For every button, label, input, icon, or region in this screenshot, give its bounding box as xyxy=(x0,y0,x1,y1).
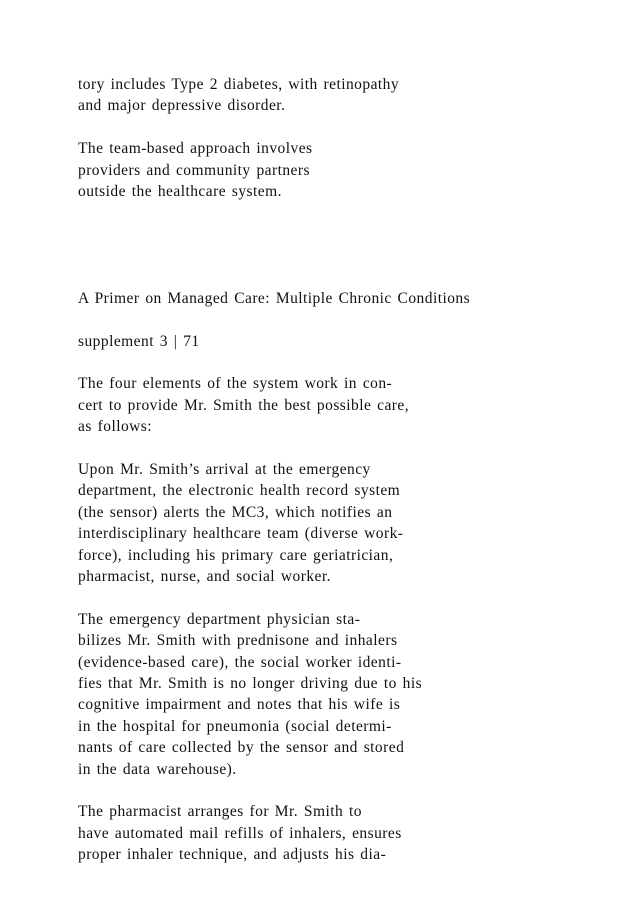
text-line: cognitive impairment and notes that his wife is xyxy=(78,696,401,714)
text-line: department, the electronic health record system xyxy=(78,482,401,500)
text-line: providers and community partners xyxy=(78,161,310,179)
text-line: (the sensor) alerts the MC3, which notifies an xyxy=(78,503,393,521)
text-line: as follows: xyxy=(78,418,153,436)
paragraph-history xyxy=(78,74,618,117)
text-line: proper inhaler technique, and adjusts his dia- xyxy=(78,846,387,864)
running-header xyxy=(78,288,618,309)
page-reference xyxy=(78,331,618,352)
page-reference-text: supplement 3 | 71 xyxy=(78,332,200,350)
text-line: in the data warehouse). xyxy=(78,760,237,778)
text-line: pharmacist, nurse, and social worker. xyxy=(78,568,331,586)
text-line: force), including his primary care geriatrician, xyxy=(78,546,394,564)
text-line: (evidence-based care), the social worker identi- xyxy=(78,653,402,671)
text-line: have automated mail refills of inhalers, ensures xyxy=(78,824,402,842)
text-line: tory includes Type 2 diabetes, with retinopathy xyxy=(78,76,400,93)
paragraph-four-elements xyxy=(78,373,618,437)
text-line: nants of care collected by the sensor and stored xyxy=(78,739,405,757)
paragraph-emergency-physician xyxy=(78,609,618,780)
text-line: fies that Mr. Smith is no longer driving due to his xyxy=(78,675,423,693)
paragraph-pharmacist xyxy=(78,801,618,865)
document-text xyxy=(78,74,618,887)
section-gap xyxy=(78,224,618,288)
paragraph-arrival xyxy=(78,459,618,587)
text-line: cert to provide Mr. Smith the best possible care, xyxy=(78,396,410,414)
text-line: The emergency department physician sta- xyxy=(78,610,361,628)
running-header-text: A Primer on Managed Care: Multiple Chronic Conditions xyxy=(78,289,471,307)
text-line: in the hospital for pneumonia (social determi- xyxy=(78,717,392,735)
text-line: The pharmacist arranges for Mr. Smith to xyxy=(78,803,362,821)
text-line: outside the healthcare system. xyxy=(78,183,282,201)
text-line: Upon Mr. Smith’s arrival at the emergency xyxy=(78,461,371,479)
text-line: The team-based approach involves xyxy=(78,140,313,158)
text-line: The four elements of the system work in con- xyxy=(78,375,393,393)
text-line: bilizes Mr. Smith with prednisone and inhalers xyxy=(78,632,398,650)
paragraph-team-approach xyxy=(78,138,618,202)
text-line: interdisciplinary healthcare team (diverse work- xyxy=(78,525,404,543)
text-line: and major depressive disorder. xyxy=(78,97,286,115)
